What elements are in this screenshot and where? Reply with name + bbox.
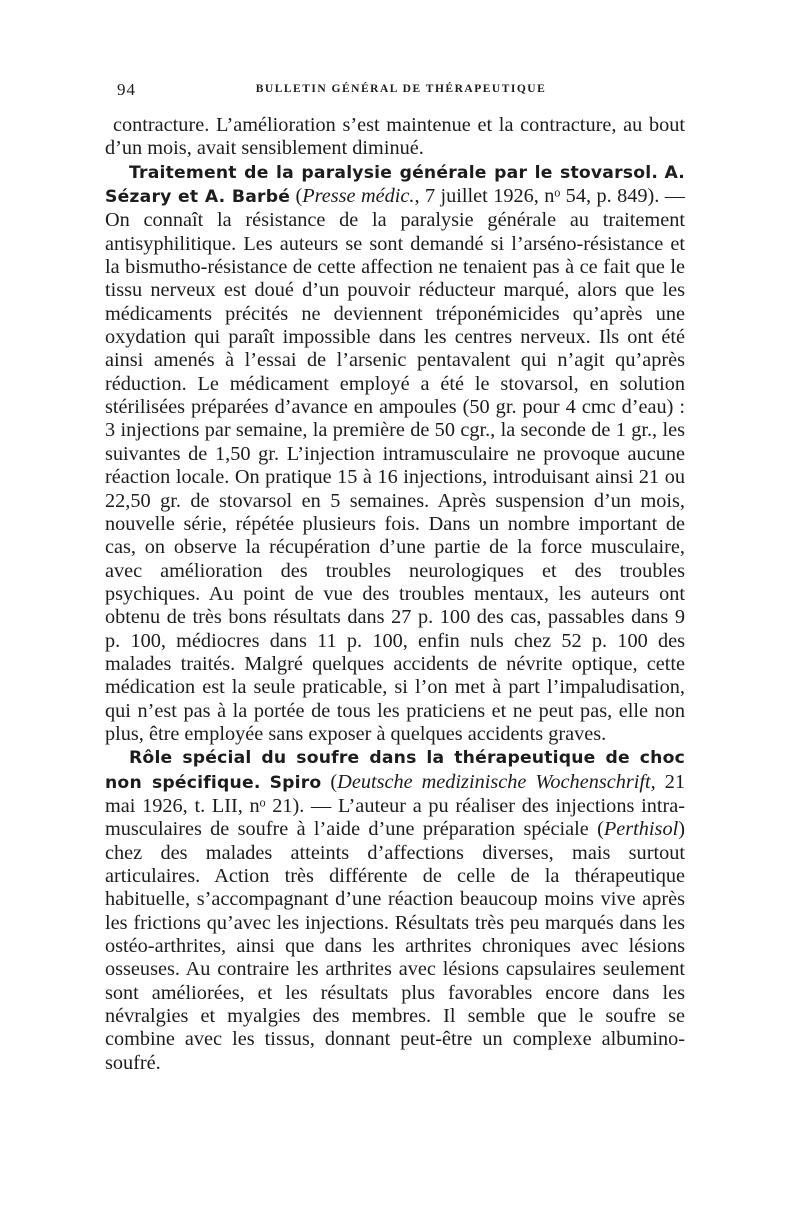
- source-journal: Presse médic.: [302, 185, 415, 208]
- article-title: Rôle spécial du soufre dans la thérapeutique de choc non spécifique.: [105, 748, 685, 793]
- article-authors: A. Sézary et A. Barbé: [105, 162, 685, 208]
- article-soufre: [105, 746, 685, 1075]
- continuation-paragraph: contracture. L’amélioration s’est maintenue et la contracture, au bout d’un mois, avait sensiblement diminué.: [105, 114, 685, 160]
- product-name: Perthisol: [603, 818, 679, 841]
- source-open: (: [290, 185, 303, 208]
- article-stovarsol: [105, 161, 685, 747]
- source-journal: Deutsche medizinische Wochenschrift: [337, 770, 651, 793]
- article-title: Traitement de la paralysie générale par le stovarsol.: [129, 162, 659, 183]
- article-text: On connaît la résistance de la paralysie générale au traitement antisyphilitique. Les auteurs se sont demandé si l’arséno-résistance et la bismutho-résistance de cette affection ne tenaient pas à ce fait que le tissu nerveux est doué d’un pouvoir réducteur marqué, alors que les médicaments précités ne deviennent tréponémicides qu’après une oxydation qui paraît impossible dans les centres nerveux. Ils ont été ainsi amenés à l’essai de l’arsenic pentavalent qui n’agit qu’après réduction. Le médicament employé a été le stovarsol, en solution stérilisées préparées d’avance en ampoules (50 gr. pour 4 cmc d’eau) : 3 injections par semaine, la première de 50 cgr., la seconde de 1 gr., les suivantes de 1,50 gr. L’injection intramusculaire ne provoque aucune réaction locale. On pratique 15 à 16 injections, introduisant ainsi 21 ou 22,50 gr. de stovarsol en 5 semaines. Après suspension d’un mois, nouvelle série, répétée plusieurs fois. Dans un nombre important de cas, on observe la récupération d’une partie de la force musculaire, avec amélioration des troubles neurologiques et des troubles psychiques. Au point de vue des troubles mentaux, les auteurs ont obtenu de très bons résultats dans 27 p. 100 des cas, passables dans 9 p. 100, médiocres dans 11 p. 100, enfin nuls chez 52 p. 100 des malades traités. Malgré quelques accidents de névrite optique, cette médication est la seule praticable, si l’on met à part l’impaludisation, qui n’est pas à la portée de tous les praticiens et ne peut pas, elle non plus, être employée sans exposer à quelques accidents graves.: [105, 209, 685, 745]
- running-head: [117, 80, 685, 100]
- source-open: (: [321, 770, 338, 793]
- source-details: , 7 juillet 1926, nᵒ 54, p. 849). —: [414, 185, 686, 208]
- article-text: ) chez des malades atteints d’affections diverses, mais surtout articulaires. Action très différente de celle de la thérapeutique habituelle, s’accompagnant d’une réaction beaucoup moins vive après les frictions qu’avec les injections. Résultats très peu marqués dans les ostéo-arthrites, ainsi que dans les arthrites chroniques avec lésions osseuses. Au contraire les arthrites avec lésions capsulaires seulement sont améliorées, et les résultats plus favorables encore dans les névralgies et myalgies des membres. Il semble que le soufre se combine avec les tissus, donnant peut-être un complexe albumino-soufré.: [105, 818, 685, 1074]
- body-text: [105, 114, 685, 1075]
- source-details: , 21 mai 1926, t. LII, nᵒ 21). —: [105, 770, 686, 817]
- page-number: 94: [117, 80, 136, 99]
- article-authors: Spiro: [269, 772, 322, 793]
- running-title: BULLETIN GÉNÉRAL DE THÉRAPEUTIQUE: [255, 83, 547, 95]
- article-text: L’auteur a pu réaliser des injections intra-musculaires de soufre à l’aide d’une préparation spéciale (: [105, 794, 685, 841]
